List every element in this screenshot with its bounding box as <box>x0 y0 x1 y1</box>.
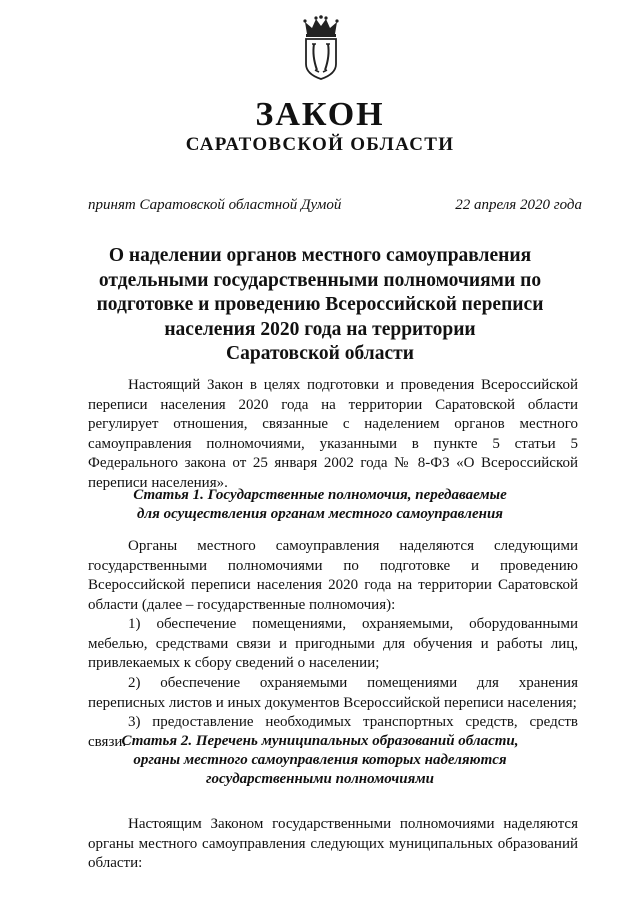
article-title-line: органы местного самоуправления которых наделяются <box>133 752 507 768</box>
article-1-intro: Органы местного самоуправления наделяются следующими государственными полномочиями по подготовке и проведению Всероссийской переписи населения 2020 года на территории Саратовской области (далее – государственные полномочия): <box>88 538 578 613</box>
article-title-line: государственными полномочиями <box>206 771 434 787</box>
heading-line: населения 2020 года на территории <box>164 318 476 340</box>
adoption-date: 22 апреля 2020 года <box>455 197 582 213</box>
article-1-title <box>100 486 540 524</box>
article-2-title <box>100 732 540 789</box>
law-subtitle: САРАТОВСКОЙ ОБЛАСТИ <box>185 134 455 155</box>
article-title-line: Статья 1. Государственные полномочия, передаваемые <box>133 487 507 503</box>
article-title-line: Статья 2. Перечень муниципальных образований области, <box>121 733 519 749</box>
article-2-intro: Настоящим Законом государственными полномочиями наделяются органы местного самоуправления следующих муниципальных образований области: <box>88 816 578 871</box>
heading-line: О наделении органов местного самоуправления <box>108 245 532 266</box>
heading-line: подготовке и проведению Всероссийской переписи <box>96 294 544 315</box>
saratov-coat-of-arms-icon <box>300 14 342 80</box>
article-1-item: 1) обеспечение помещениями, охраняемыми, оборудованными мебелью, средствами связи и пригодными для обучения и работы лиц, привлекаемых к сбору сведений о населении; <box>88 616 578 671</box>
heading-line: Саратовской области <box>226 343 414 364</box>
heading-line: отдельными государственными полномочиями по <box>98 269 542 291</box>
adopted-by: принят Саратовской областной Думой <box>88 197 342 213</box>
article-1-item: 2) обеспечение охраняемыми помещениями для хранения переписных листов и иных документов Всероссийской переписи населения; <box>88 675 578 711</box>
document-heading <box>80 244 560 367</box>
article-1-item: 3) предоставление необходимых транспортных средств, средств связи. <box>88 714 578 750</box>
article-title-line: для осуществления органам местного самоуправления <box>136 506 504 522</box>
preamble-paragraph: Настоящий Закон в целях подготовки и проведения Всероссийской переписи населения 2020 года на территории Саратовской области регулирует отношения, связанные с наделением органов местного самоуправления полномочиями, указанными в пункте 5 статьи 5 Федерального закона от 25 января 2002 года № 8-ФЗ «О Всероссийской переписи населения». <box>88 377 578 491</box>
law-title: ЗАКОН <box>255 96 385 133</box>
